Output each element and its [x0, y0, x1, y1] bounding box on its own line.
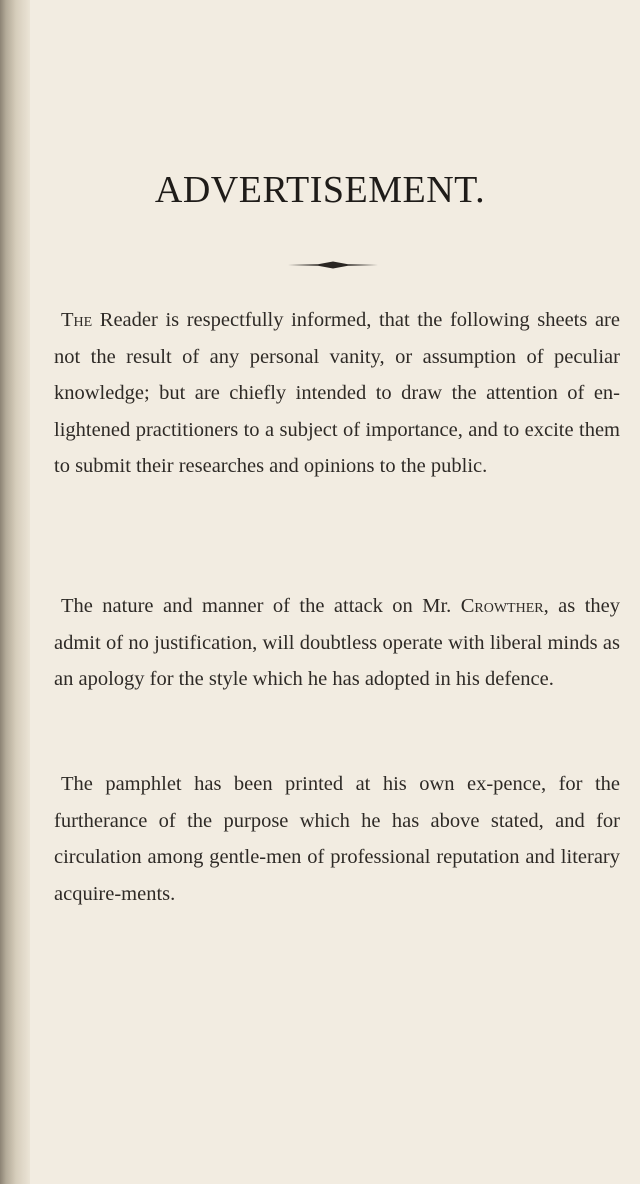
- paragraph-1-text: Reader is respectfully informed, that the following sheets are not the result of any personal vanity, or assumption of peculiar knowledge; but are chiefly intended to draw the attention of en-lightened practitioners to a subject of importance, and to excite them to submit their researches and opinions to the public.: [54, 309, 620, 477]
- paragraph-2-pre: The nature and manner of the attack on Mr.: [61, 595, 461, 617]
- page-title: ADVERTISEMENT.: [154, 169, 486, 211]
- rule-ornament: [288, 260, 378, 270]
- paragraph-2-text: , as they admit of no justification, will doubtless operate with liberal minds as an apology for the style which he has adopted in his defence.: [54, 595, 620, 690]
- paragraph-2: [54, 588, 620, 698]
- paragraph-1-lead: The: [61, 309, 93, 331]
- paragraph-2-name: Crowther: [460, 595, 544, 617]
- paragraph-1: [54, 302, 620, 485]
- paragraph-3: [54, 766, 620, 912]
- paragraph-3-text: The pamphlet has been printed at his own ex-pence, for the furtherance of the purpose which he has above stated, and for circulation among gentle-men of professional reputation and literary acquire-ments.: [54, 773, 620, 905]
